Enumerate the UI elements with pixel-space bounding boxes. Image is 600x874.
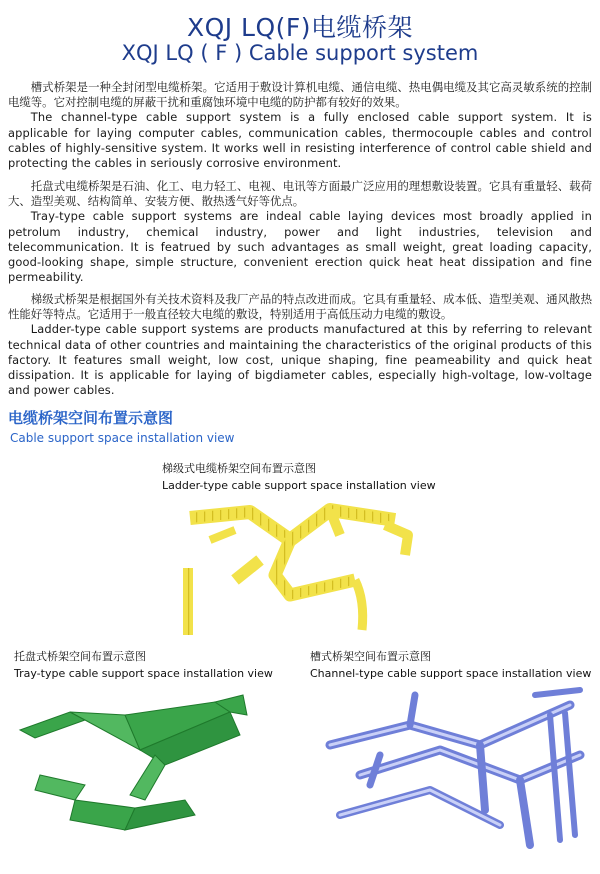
tray-caption-en: Tray-type cable support space installation view [14,667,273,680]
paragraph-tray-type [8,179,592,285]
channel-caption [310,648,591,682]
page-title-en: XQJ LQ ( F ) Cable support system [121,41,479,65]
paragraph-en: The channel-type cable support system is a fully enclosed cable support system. It is applicable for laying computer cables, communication cables, thermocouple cables and control cables of highly-sensitive system. It works well in resisting interference of control cable shield and protecting the cables in seriously corrosive environment. [8,110,592,171]
paragraph-en: Tray-type cable support systems are indeal cable laying devices most broadly applied in petrolum industry, chemical industry, power and light industries, television and telecommunication. It is featrued by such advantages as small weight, great loading capacity, good-looking shape, simple structure, convenient erection quick heat heat dissipation and fine permeability. [8,209,592,285]
channel-caption-en: Channel-type cable support space installation view [310,667,592,680]
channel-caption-cn: 槽式桥架空间布置示意图 [310,650,431,663]
section-title-cn: 电缆桥架空间布置示意图 [8,409,174,427]
paragraph-en: Ladder-type cable support systems are products manufactured at this by referring to relevant technical data of other countries and maintaining the characteristics of the original products of this factory. It features small weight, low cost, unique shaping, fine peameability and quick heat dissipation. It is applicable for laying of bigdiameter cables, especially high-voltage, low-voltage and power cables. [8,322,592,398]
page-title-cn: XQJ LQ(F)电缆桥架 [186,13,414,42]
section-title-en: Cable support space installation view [10,431,235,445]
tray-structure [20,695,247,830]
paragraph-cn: 梯级式桥架是根据国外有关技术资料及我厂产品的特点改进而成。它具有重量轻、成本低、造型美观、通风散热性能好等特点。它适用于一般直径较大电缆的敷设，特别适用于高低压动力电缆的敷设。 [8,292,592,322]
tray-caption-cn: 托盘式桥架空间布置示意图 [14,650,146,663]
tray-caption [14,648,273,682]
paragraph-cn: 槽式桥架是一种全封闭型电缆桥架。它适用于敷设计算机电缆、通信电缆、热电偶电缆及其它高灵敏系统的控制电缆等。它对控制电缆的屏蔽干扰和重腐蚀环境中电缆的防护都有较好的效果。 [8,80,592,110]
ladder-tray-diagram [180,500,420,640]
paragraph-cn: 托盘式电缆桥架是石油、化工、电力轻工、电视、电讯等方面最广泛应用的理想敷设装置。它具有重量轻、载荷大、造型美观、结构简单、安装方便、散热透气好等优点。 [8,179,592,209]
paragraph-ladder-type [8,292,592,398]
channel-structure [330,690,580,845]
tray-type-diagram [15,690,255,840]
ladder-structure [188,510,408,635]
ladder-caption-en: Ladder-type cable support space installation view [162,479,436,492]
channel-type-diagram [320,685,590,850]
paragraph-channel-type [8,80,592,171]
ladder-caption [162,460,436,494]
ladder-caption-cn: 梯级式电缆桥架空间布置示意图 [162,462,316,475]
